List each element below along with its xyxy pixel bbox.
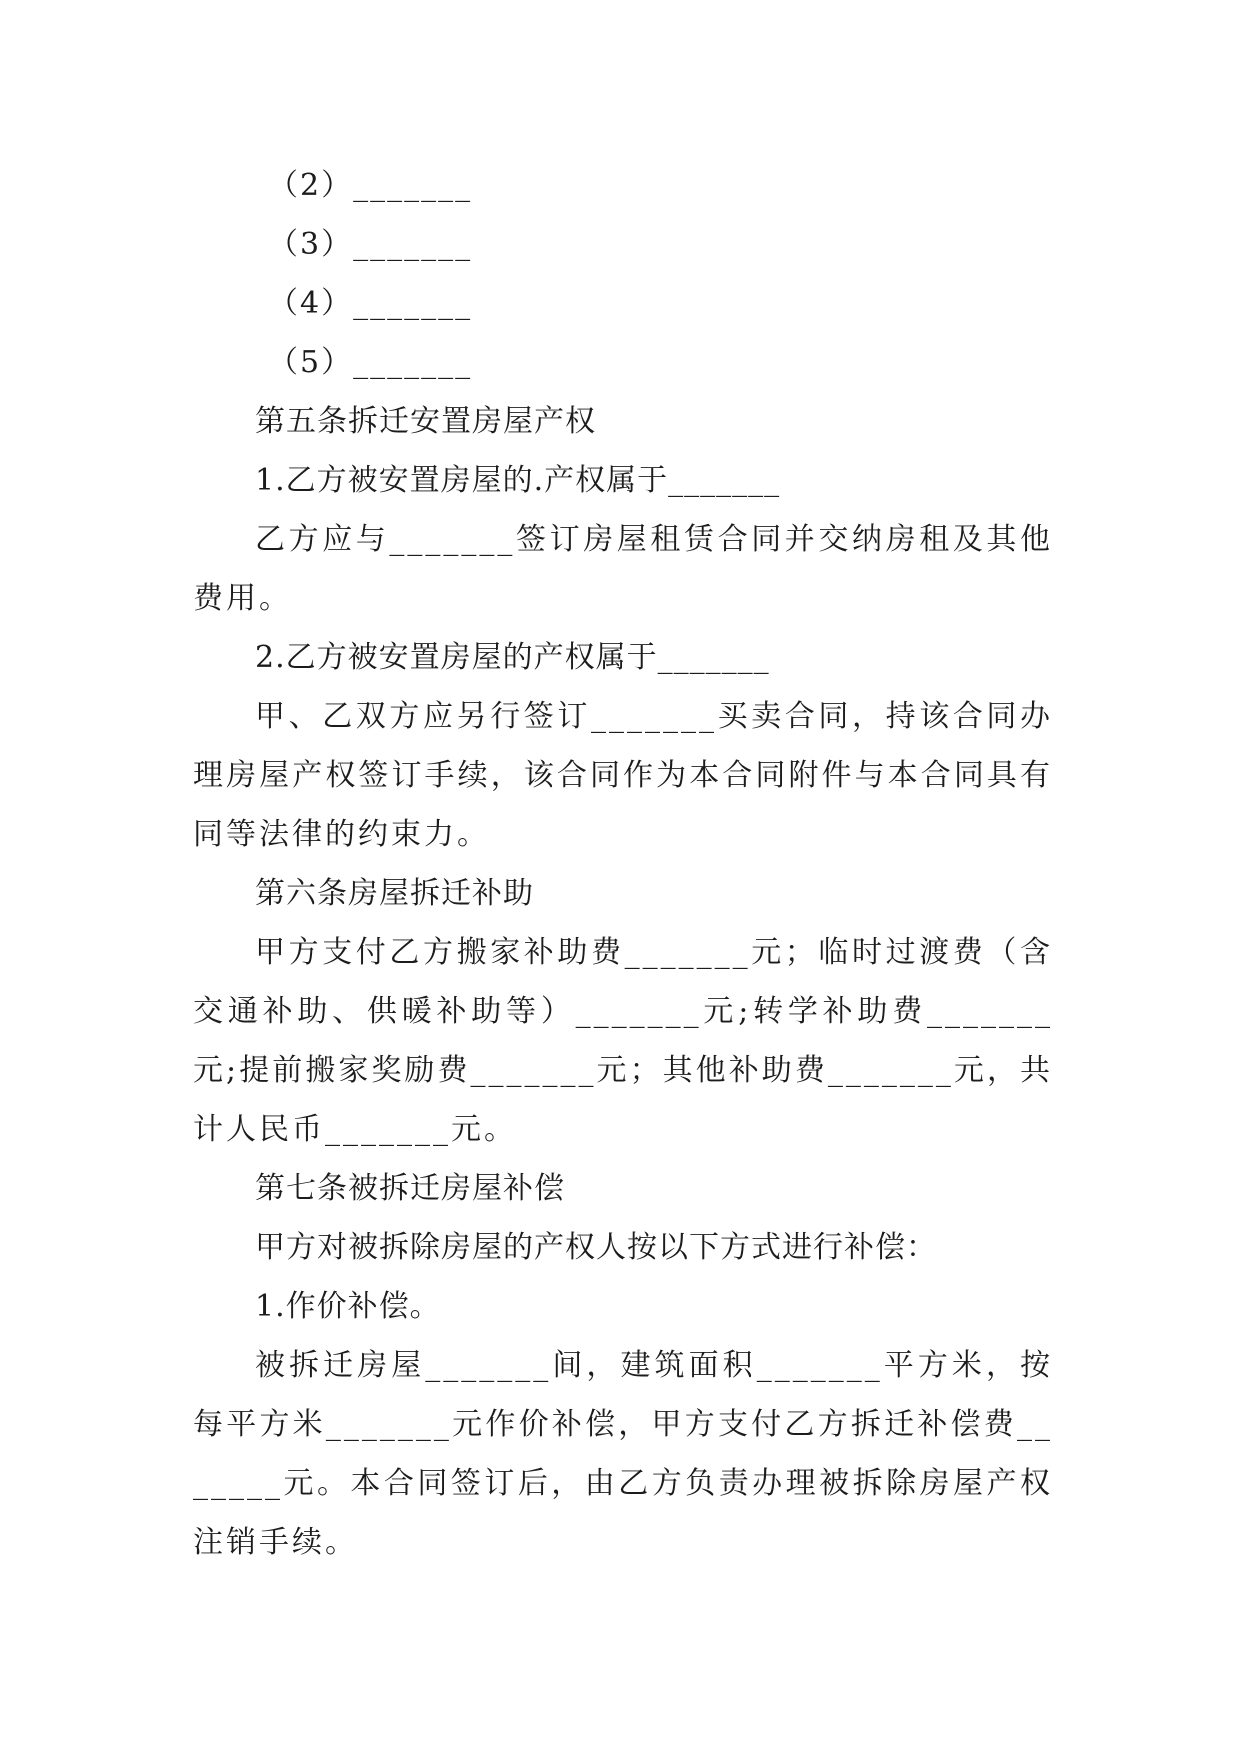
article5-clause1: 1.乙方被安置房屋的.产权属于_______: [255, 463, 781, 498]
list-item: （3）_______: [268, 227, 473, 262]
list-item: （2）_______: [268, 168, 473, 203]
article6-heading: 第六条房屋拆迁补助: [255, 876, 534, 911]
document-body: [193, 156, 1053, 1572]
article7-clause1: 1.作价补偿。: [255, 1289, 441, 1324]
article7-clause1-detail: 被拆迁房屋_______间，建筑面积_______平方米，按每平方米_______元作价补偿，甲方支付乙方拆迁补偿费_______元。本合同签订后，由乙方负责办理被拆除房屋产权注销手续。: [193, 1348, 1053, 1560]
article5-clause2: 2.乙方被安置房屋的产权属于_______: [255, 640, 770, 675]
article7-intro: 甲方对被拆除房屋的产权人按以下方式进行补偿：: [255, 1230, 937, 1265]
list-item: （4）_______: [268, 286, 473, 321]
article5-heading: 第五条拆迁安置房屋产权: [255, 404, 596, 439]
article7-heading: 第七条被拆迁房屋补偿: [255, 1171, 565, 1206]
article5-clause2-detail: 甲、乙双方应另行签订_______买卖合同，持该合同办理房屋产权签订手续，该合同作为本合同附件与本合同具有同等法律的约束力。: [193, 699, 1053, 852]
article6-body: 甲方支付乙方搬家补助费_______元；临时过渡费（含交通补助、供暖补助等）_______元;转学补助费_______元;提前搬家奖励费_______元；其他补助费_______元，共计人民币_______元。: [193, 935, 1053, 1147]
list-item: （5）_______: [268, 345, 473, 380]
article5-clause1-detail: 乙方应与_______签订房屋租赁合同并交纳房租及其他费用。: [193, 522, 1053, 616]
